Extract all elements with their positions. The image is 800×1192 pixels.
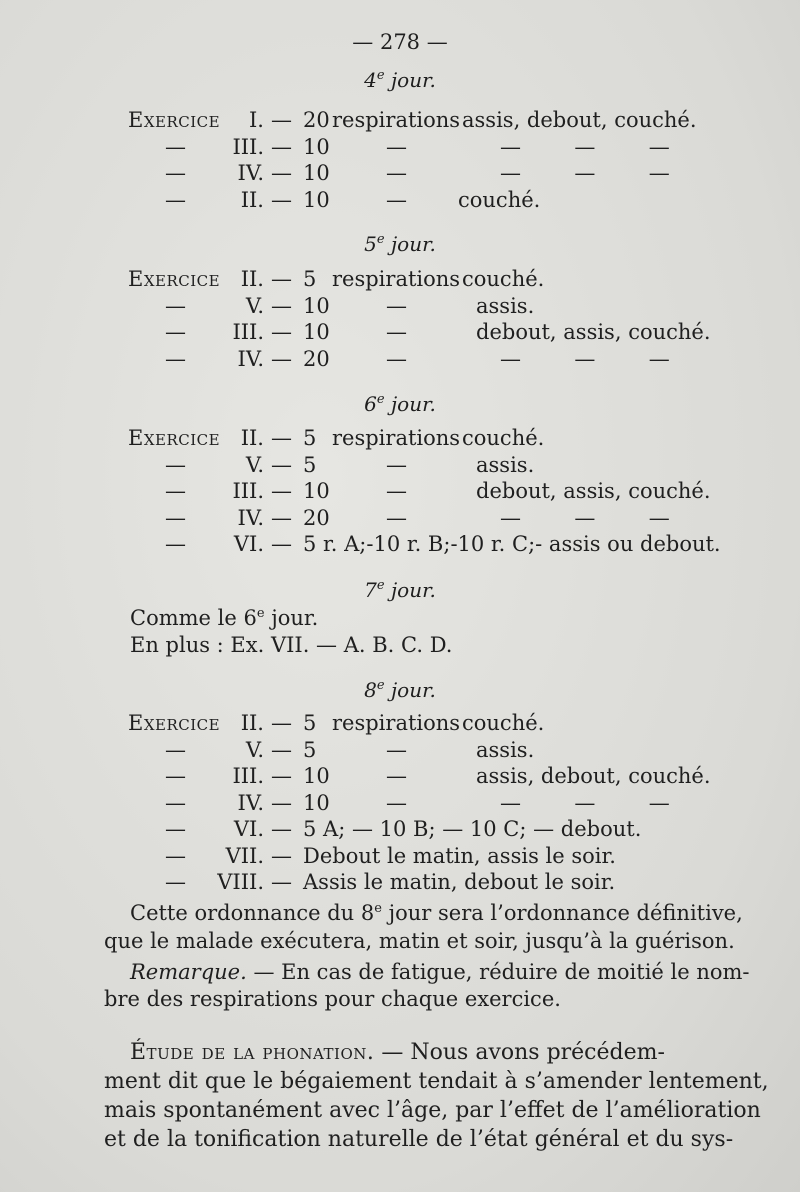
exercise-lead: Exercice — [128, 108, 221, 132]
exercise-unit: respirations — [332, 108, 461, 132]
exercise-unit: — — [386, 346, 407, 371]
exercise-count: 10 — [303, 479, 330, 503]
day-7-line-1-b: jour. — [264, 606, 319, 630]
exercise-sep: — — [271, 764, 292, 788]
exercise-lead: Exercice — [128, 267, 221, 291]
exercise-num: V. — [245, 737, 264, 762]
exercise-count: Assis le matin, debout le soir. — [303, 870, 616, 894]
exercise-lead: — — [165, 320, 186, 344]
exercise-row — [0, 293, 800, 319]
exercise-num: III. — [232, 134, 264, 159]
page-number: — 278 — — [352, 30, 448, 54]
day-7-line-1-a: Comme le 6 — [130, 606, 257, 630]
exercise-pos: assis, debout, couché. — [462, 108, 697, 132]
exercise-unit: — — [386, 293, 407, 318]
remark-line-2: bre des respirations pour chaque exercice. — [104, 987, 561, 1011]
exercise-lead: — — [165, 790, 186, 815]
exercise-num: VII. — [225, 843, 264, 868]
exercise-row — [0, 869, 800, 895]
exercise-num: II. — [240, 711, 264, 735]
exercise-num: II. — [240, 187, 264, 212]
exercise-pos: assis. — [476, 452, 535, 477]
exercise-count: 10 — [303, 764, 330, 788]
exercise-lead: — — [165, 161, 186, 185]
exercise-lead: Exercice — [128, 426, 221, 450]
exercise-lead: — — [165, 134, 186, 159]
day-8-heading — [0, 678, 800, 702]
day-5-sup: e — [376, 232, 385, 247]
exercise-sep: — — [271, 134, 292, 159]
day-7-num: 7 — [364, 578, 377, 602]
exercise-count: 20 — [303, 108, 330, 132]
exercise-count: 5 — [303, 711, 317, 735]
conclusion-line-1 — [130, 900, 743, 926]
exercise-sep: — — [271, 267, 292, 291]
exercise-sep: — — [271, 293, 292, 318]
exercise-lead: — — [165, 843, 186, 868]
exercise-sep: — — [271, 532, 292, 556]
remark-line-1 — [130, 959, 750, 985]
exercise-count: 5 — [303, 426, 317, 450]
exercise-lead: Exercice — [128, 711, 221, 735]
exercise-lead: — — [165, 187, 186, 212]
day-4-heading — [0, 68, 800, 92]
exercise-count: 10 — [303, 293, 330, 318]
exercise-row — [0, 266, 800, 292]
exercise-lead: — — [165, 817, 186, 841]
exercise-num: IV. — [237, 505, 264, 530]
exercise-row — [0, 843, 800, 869]
day-5-heading — [0, 232, 800, 256]
exercise-unit: — — [386, 505, 407, 530]
exercise-row — [0, 319, 800, 345]
exercise-pos: — — — — [500, 161, 670, 185]
exercise-row — [0, 160, 800, 186]
exercise-sep: — — [271, 426, 292, 450]
day-6-heading — [0, 392, 800, 416]
study-line-1 — [130, 1040, 665, 1066]
exercise-pos: — — — — [500, 346, 670, 371]
exercise-sep: — — [271, 711, 292, 735]
exercise-count: 5 A; — 10 B; — 10 C; — debout. — [303, 817, 642, 841]
day-7-line-1 — [130, 605, 318, 631]
conclusion-l1-sup: e — [374, 901, 382, 916]
exercise-num: VI. — [233, 532, 264, 556]
exercise-pos: debout, assis, couché. — [476, 479, 711, 503]
exercise-num: V. — [245, 452, 264, 477]
day-8-num: 8 — [364, 678, 377, 702]
exercise-pos: couché. — [462, 267, 545, 291]
exercise-row — [0, 790, 800, 816]
exercise-num: V. — [245, 293, 264, 318]
exercise-unit: — — [386, 161, 407, 185]
day-6-sup: e — [376, 392, 385, 407]
exercise-lead: — — [165, 737, 186, 762]
exercise-unit: respirations — [332, 711, 461, 735]
exercise-count: 10 — [303, 134, 330, 159]
exercise-lead: — — [165, 870, 186, 894]
exercise-unit: — — [386, 790, 407, 815]
day-7-line-1-sup: e — [256, 606, 265, 621]
exercise-num: I. — [249, 108, 264, 132]
exercise-sep: — — [271, 843, 292, 868]
exercise-unit: — — [386, 764, 407, 788]
exercise-sep: — — [271, 790, 292, 815]
exercise-pos: debout, assis, couché. — [476, 320, 711, 344]
day-4-sup: e — [376, 68, 385, 83]
exercise-sep: — — [271, 320, 292, 344]
exercise-lead: — — [165, 346, 186, 371]
exercise-count: 5 — [303, 737, 317, 762]
exercise-count: 5 r. A;-10 r. B;-10 r. C;- assis ou debout. — [303, 532, 721, 556]
study-line-3: mais spontanément avec l’âge, par l’effet de l’amélioration — [104, 1098, 761, 1123]
exercise-row — [0, 816, 800, 842]
exercise-sep: — — [271, 161, 292, 185]
exercise-row — [0, 737, 800, 763]
exercise-pos: — — — — [500, 790, 670, 815]
exercise-unit: respirations — [332, 267, 461, 291]
exercise-lead: — — [165, 505, 186, 530]
exercise-count: 20 — [303, 346, 330, 371]
exercise-row — [0, 452, 800, 478]
exercise-num: IV. — [237, 346, 264, 371]
exercise-unit: — — [386, 737, 407, 762]
exercise-count: 20 — [303, 505, 330, 530]
exercise-row — [0, 346, 800, 372]
exercise-row — [0, 134, 800, 160]
exercise-count: 10 — [303, 187, 330, 212]
day-8-sup: e — [376, 678, 385, 693]
exercise-count: 10 — [303, 790, 330, 815]
day-5-num: 5 — [364, 232, 377, 256]
exercise-lead: — — [165, 764, 186, 788]
exercise-num: IV. — [237, 790, 264, 815]
day-7-word: jour. — [384, 578, 436, 602]
exercise-num: III. — [232, 479, 264, 503]
exercise-count: 5 — [303, 267, 317, 291]
exercise-num: II. — [240, 267, 264, 291]
exercise-num: IV. — [237, 161, 264, 185]
exercise-lead: — — [165, 532, 186, 556]
day-4-num: 4 — [364, 68, 377, 92]
remark-label: Remarque. — [130, 960, 247, 984]
exercise-num: III. — [232, 764, 264, 788]
exercise-row — [0, 505, 800, 531]
exercise-sep: — — [271, 737, 292, 762]
exercise-unit: — — [386, 479, 407, 503]
exercise-unit: — — [386, 187, 407, 212]
day-6-num: 6 — [364, 392, 377, 416]
exercise-sep: — — [271, 187, 292, 212]
exercise-count: 10 — [303, 161, 330, 185]
exercise-unit: — — [386, 320, 407, 344]
exercise-count: Debout le matin, assis le soir. — [303, 843, 616, 868]
exercise-num: III. — [232, 320, 264, 344]
exercise-unit: respirations — [332, 426, 461, 450]
exercise-count: 5 — [303, 452, 317, 477]
exercise-unit: — — [386, 134, 407, 159]
study-text-1: — Nous avons précédem- — [374, 1040, 665, 1065]
exercise-lead: — — [165, 452, 186, 477]
study-heading: Étude de la phonation. — [130, 1040, 375, 1065]
exercise-num: VIII. — [217, 870, 264, 894]
day-4-word: jour. — [384, 68, 436, 92]
exercise-row — [0, 710, 800, 736]
exercise-unit: — — [386, 452, 407, 477]
day-7-sup: e — [376, 578, 385, 593]
conclusion-line-2: que le malade exécutera, matin et soir, jusqu’à la guérison. — [104, 929, 735, 953]
day-5-word: jour. — [384, 232, 436, 256]
conclusion-l1-a: Cette ordonnance du 8 — [130, 901, 375, 925]
exercise-pos: — — — — [500, 505, 670, 530]
conclusion-l1-b: jour sera l’ordonnance définitive, — [381, 901, 743, 925]
study-line-2: ment dit que le bégaiement tendait à s’amender lentement, — [104, 1069, 769, 1094]
exercise-sep: — — [271, 108, 292, 132]
exercise-pos: assis. — [476, 737, 535, 762]
exercise-pos: assis, debout, couché. — [476, 764, 711, 788]
exercise-pos: assis. — [476, 293, 535, 318]
day-7-heading — [0, 578, 800, 602]
exercise-pos: couché. — [462, 711, 545, 735]
exercise-row — [0, 107, 800, 133]
exercise-sep: — — [271, 505, 292, 530]
exercise-sep: — — [271, 870, 292, 894]
exercise-sep: — — [271, 452, 292, 477]
day-6-word: jour. — [384, 392, 436, 416]
exercise-num: II. — [240, 426, 264, 450]
exercise-pos: couché. — [462, 426, 545, 450]
exercise-sep: — — [271, 817, 292, 841]
exercise-lead: — — [165, 479, 186, 503]
day-7-line-2: En plus : Ex. VII. — A. B. C. D. — [130, 633, 453, 657]
exercise-row — [0, 763, 800, 789]
exercise-row — [0, 478, 800, 504]
exercise-row — [0, 425, 800, 451]
study-line-4: et de la tonification naturelle de l’état général et du sys- — [104, 1127, 734, 1152]
day-8-word: jour. — [384, 678, 436, 702]
exercise-count: 10 — [303, 320, 330, 344]
exercise-row — [0, 531, 800, 557]
exercise-lead: — — [165, 293, 186, 318]
exercise-sep: — — [271, 346, 292, 371]
exercise-row — [0, 187, 800, 213]
exercise-pos: couché. — [458, 187, 541, 212]
exercise-sep: — — [271, 479, 292, 503]
exercise-num: VI. — [233, 817, 264, 841]
exercise-pos: — — — — [500, 134, 670, 159]
remark-text-1: — En cas de fatigue, réduire de moitié le nom- — [246, 960, 750, 984]
